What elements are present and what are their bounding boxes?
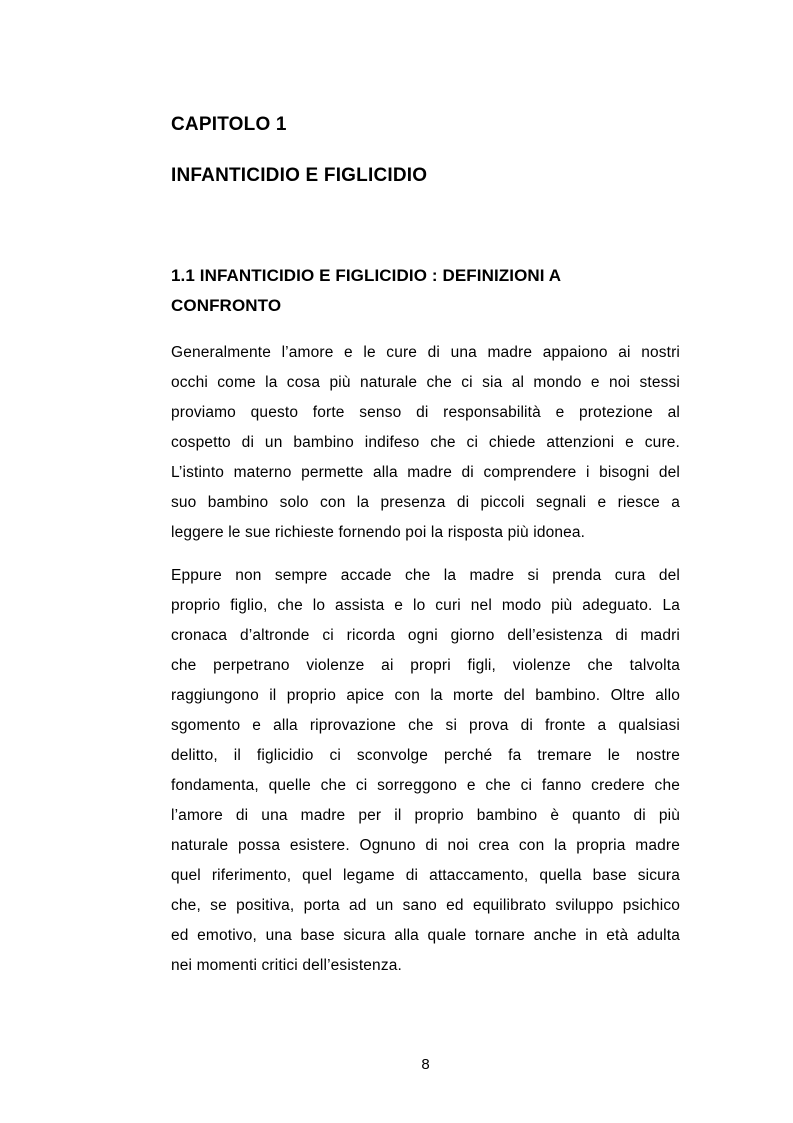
paragraph-line: naturale possa esistere. Ognuno di noi crea con la propria madre — [171, 837, 680, 854]
chapter-title: INFANTICIDIO E FIGLICIDIO — [171, 165, 428, 186]
paragraph-line: cronaca d’altronde ci ricorda ogni giorno dell’esistenza di madri — [171, 627, 680, 644]
paragraph-line: che, se positiva, porta ad un sano ed equilibrato sviluppo psichico — [171, 897, 680, 914]
section-heading-line: 1.1 INFANTICIDIO E FIGLICIDIO : DEFINIZIONI A — [171, 266, 562, 285]
paragraph-line: Eppure non sempre accade che la madre si prenda cura del — [171, 567, 680, 584]
body-paragraph — [171, 561, 680, 981]
page-number: 8 — [421, 1056, 430, 1073]
paragraph-line: fondamenta, quelle che ci sorreggono e che ci fanno credere che — [171, 777, 680, 794]
paragraph-line: Generalmente l’amore e le cure di una madre appaiono ai nostri — [171, 344, 680, 361]
paragraph-line: raggiungono il proprio apice con la morte del bambino. Oltre allo — [171, 687, 680, 704]
section-heading-line: CONFRONTO — [171, 296, 282, 315]
chapter-label: CAPITOLO 1 — [171, 114, 287, 135]
paragraph-line: che perpetrano violenze ai propri figli, violenze che talvolta — [171, 657, 680, 674]
paragraph-line: suo bambino solo con la presenza di piccoli segnali e riesce a — [171, 494, 680, 511]
paragraph-line: proviamo questo forte senso di responsabilità e protezione al — [171, 404, 680, 421]
paragraph-line: L’istinto materno permette alla madre di comprendere i bisogni del — [171, 464, 680, 481]
paragraph-line: proprio figlio, che lo assista e lo curi nel modo più adeguato. La — [171, 597, 680, 614]
body-paragraph — [171, 338, 680, 548]
paragraph-line: l’amore di una madre per il proprio bambino è quanto di più — [171, 807, 680, 824]
paragraph-line: cospetto di un bambino indifeso che ci chiede attenzioni e cure. — [171, 434, 680, 451]
paragraph-line: occhi come la cosa più naturale che ci sia al mondo e noi stessi — [171, 374, 680, 391]
paragraph-line: nei momenti critici dell’esistenza. — [171, 957, 402, 974]
paragraph-line: ed emotivo, una base sicura alla quale tornare anche in età adulta — [171, 927, 680, 944]
section-heading — [171, 261, 691, 321]
paragraph-line: quel riferimento, quel legame di attaccamento, quella base sicura — [171, 867, 680, 884]
paragraph-line: delitto, il figlicidio ci sconvolge perché fa tremare le nostre — [171, 747, 680, 764]
paragraph-line: sgomento e alla riprovazione che si prova di fronte a qualsiasi — [171, 717, 680, 734]
paragraph-line: leggere le sue richieste fornendo poi la risposta più idonea. — [171, 524, 586, 541]
